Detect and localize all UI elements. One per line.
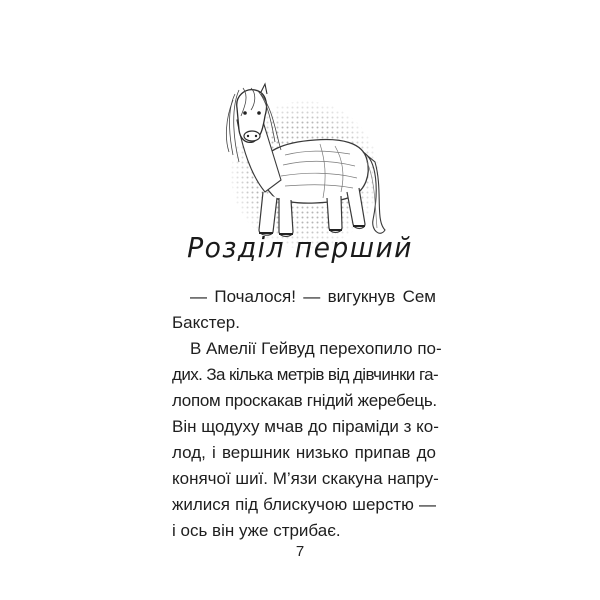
page-number: 7 xyxy=(295,543,305,560)
pony-illustration xyxy=(215,80,390,250)
pony-icon xyxy=(215,80,390,250)
text-line: Бакстер. xyxy=(172,313,240,332)
text-line: жилися під блискучою шерстю — xyxy=(172,495,436,514)
text-line: В Амелії Гейвуд перехопило по- xyxy=(190,339,442,358)
text-line: дих. За кілька метрів від дівчинки га- xyxy=(172,365,439,384)
text-line: лопом проскакав гнідий жеребець. xyxy=(172,391,437,410)
text-line: конячої шиї. М’язи скакуна напру- xyxy=(172,469,439,488)
text-line: і ось він уже стрибає. xyxy=(172,521,341,540)
text-line: — Почалося! — вигукнув Сем xyxy=(190,287,436,306)
text-line: лод, і вершник низько припав до xyxy=(172,443,436,462)
chapter-title: Розділ перший xyxy=(187,231,413,264)
body-text xyxy=(172,284,442,544)
text-line: Він щодуху мчав до піраміди з ко- xyxy=(172,417,439,436)
